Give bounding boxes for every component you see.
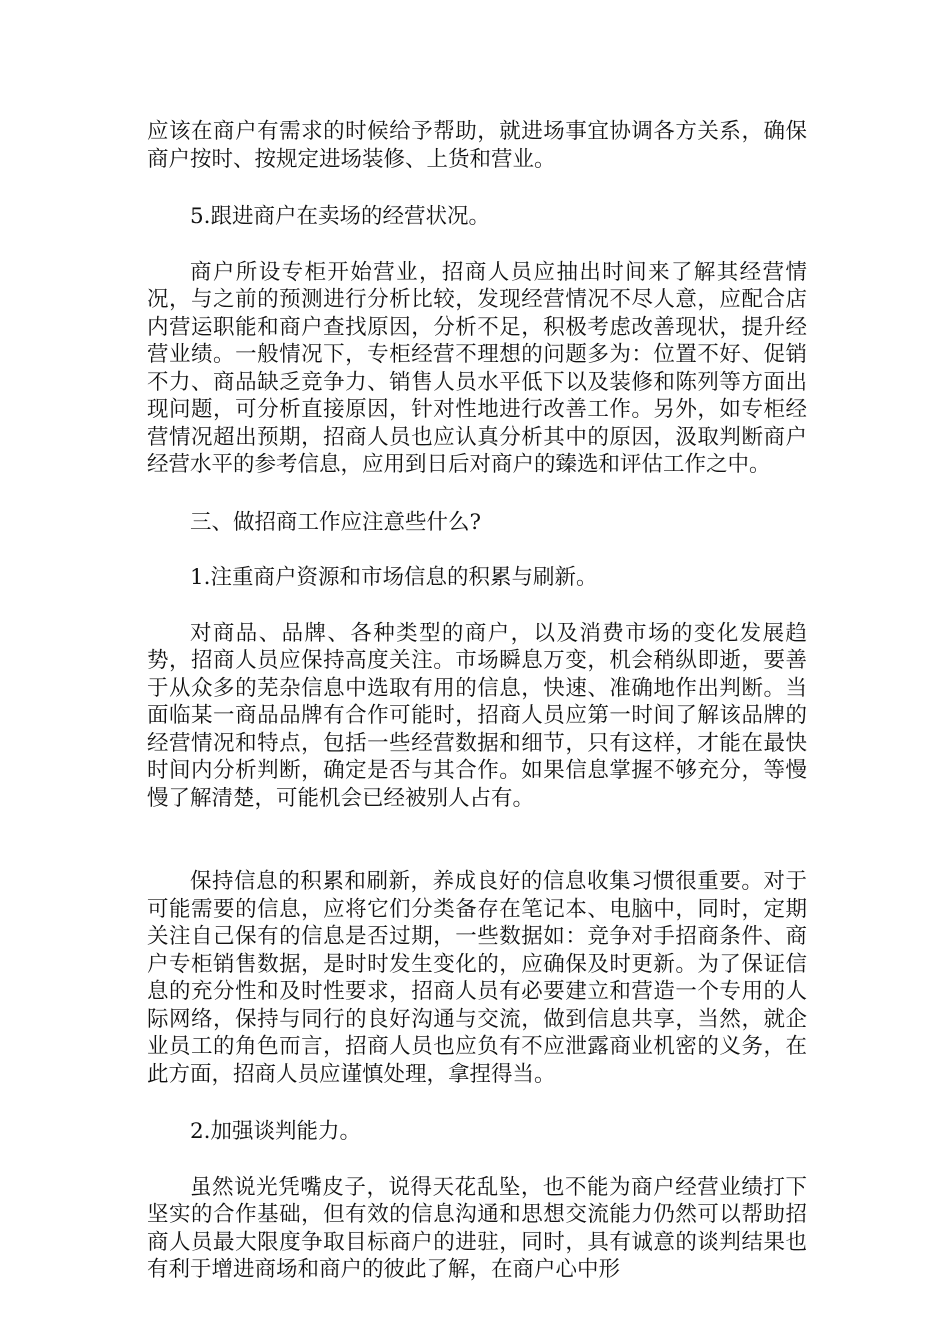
paragraph-information-habit: 保持信息的积累和刷新，养成良好的信息收集习惯很重要。对于可能需要的信息，应将它们分类备存在笔记本、电脑中，同时，定期关注自己保有的信息是否过期，一些数据如：竞争对手招商条件、商户专柜销售数据，是时时发生变化的，应确保及时更新。为了保证信息的充分性和及时性要求，招商人员有必要建立和营造一个专用的人际网络，保持与同行的良好沟通与交流，做到信息共享，当然，就企业员工的角色而言，招商人员也应负有不应泄露商业机密的义务，在此方面，招商人员应谨慎处理，拿捏得当。 <box>147 869 807 1087</box>
section-heading-precautions: 三、做招商工作应注意些什么? <box>190 509 482 535</box>
paragraph-negotiation: 虽然说光凭嘴皮子，说得天花乱坠，也不能为商户经营业绩打下坚实的合作基础，但有效的信息沟通和思想交流能力仍然可以帮助招商人员最大限度争取目标商户的进驻，同时，具有诚意的谈判结果也有利于增进商场和商户的彼此了解，在商户心中形 <box>147 1174 807 1282</box>
paragraph-continuation: 应该在商户有需求的时候给予帮助，就进场事宜协调各方关系，确保商户按时、按规定进场装修、上货和营业。 <box>147 119 807 172</box>
subheading-follow-up: 5.跟进商户在卖场的经营状况。 <box>190 204 491 229</box>
paragraph-operation-status: 商户所设专柜开始营业，招商人员应抽出时间来了解其经营情况，与之前的预测进行分析比较，发现经营情况不尽人意，应配合店内营运职能和商户查找原因，分析不足，积极考虑改善现状，提升经营业绩。一般情况下，专柜经营不理想的问题多为：位置不好、促销不力、商品缺乏竞争力、销售人员水平低下以及装修和陈列等方面出现问题，可分析直接原因，针对性地进行改善工作。另外，如专柜经营情况超出预期，招商人员也应认真分析其中的原因，汲取判断商户经营水平的参考信息，应用到日后对商户的臻选和评估工作之中。 <box>147 259 807 477</box>
subheading-negotiation: 2.加强谈判能力。 <box>190 1119 362 1144</box>
document-body <box>147 118 807 1314</box>
subheading-information: 1.注重商户资源和市场信息的积累与刷新。 <box>190 565 598 590</box>
paragraph-market-attention: 对商品、品牌、各种类型的商户，以及消费市场的变化发展趋势，招商人员应保持高度关注。市场瞬息万变，机会稍纵即逝，要善于从众多的芜杂信息中选取有用的信息，快速、准确地作出判断。当面临某一商品品牌有合作可能时，招商人员应第一时间了解该品牌的经营情况和特点，包括一些经营数据和细节，只有这样，才能在最快时间内分析判断，确定是否与其合作。如果信息掌握不够充分，等慢慢了解清楚，可能机会已经被别人占有。 <box>147 620 807 811</box>
